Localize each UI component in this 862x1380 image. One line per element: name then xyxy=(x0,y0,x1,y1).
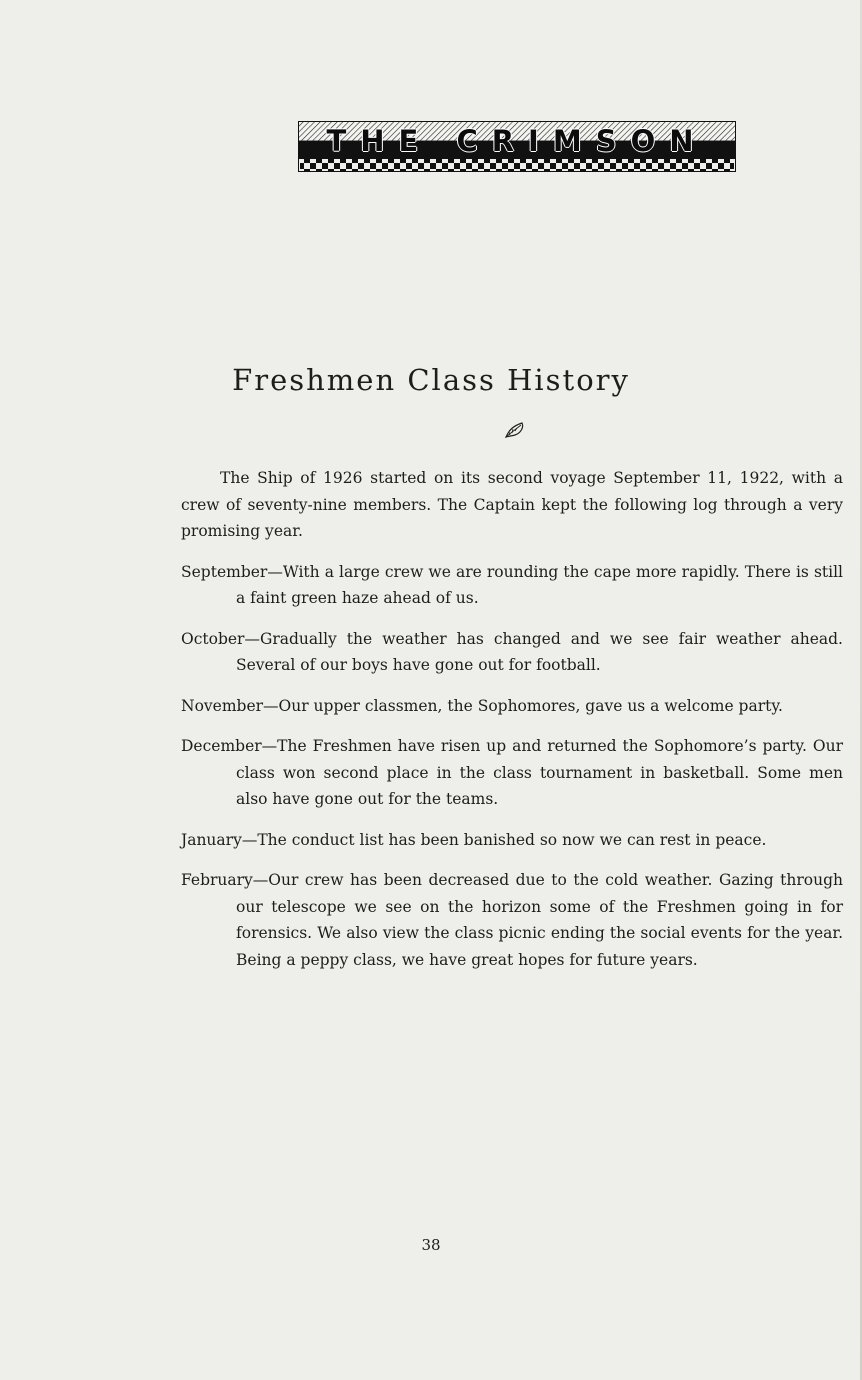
history-body xyxy=(181,465,843,987)
log-entry-september: September—With a large crew we are rounding the cape more rapidly. There is still a faint green haze ahead of us. xyxy=(181,562,843,607)
leaf-ornament-icon xyxy=(503,420,527,440)
log-entry-december: December—The Freshmen have risen up and returned the Sophomore’s party. Our class won second place in the class tournament in basketball. Some men also have gone out for the teams. xyxy=(181,737,843,808)
masthead-banner xyxy=(298,121,736,175)
log-entry-november: November—Our upper classmen, the Sophomores, gave us a welcome party. xyxy=(181,696,783,715)
log-entry-january: January—The conduct list has been banished so now we can rest in peace. xyxy=(181,830,767,849)
log-entry-october: October—Gradually the weather has changed and we see fair weather ahead. Several of our boys have gone out for football. xyxy=(181,629,843,674)
page-number: 38 xyxy=(421,1236,441,1254)
masthead-title: THE CRIMSON xyxy=(326,125,708,157)
page-title: Freshmen Class History xyxy=(232,363,630,397)
log-entry-february: February—Our crew has been decreased due to the cold weather. Gazing through our telescope we see on the horizon some of the Freshmen going in for forensics. We also view the class picnic ending the social events for the year. Being a peppy class, we have great hopes for future years. xyxy=(181,871,843,969)
intro-paragraph: The Ship of 1926 started on its second voyage September 11, 1922, with a crew of seventy-nine members. The Captain kept the following log through a very promising year. xyxy=(181,469,843,540)
